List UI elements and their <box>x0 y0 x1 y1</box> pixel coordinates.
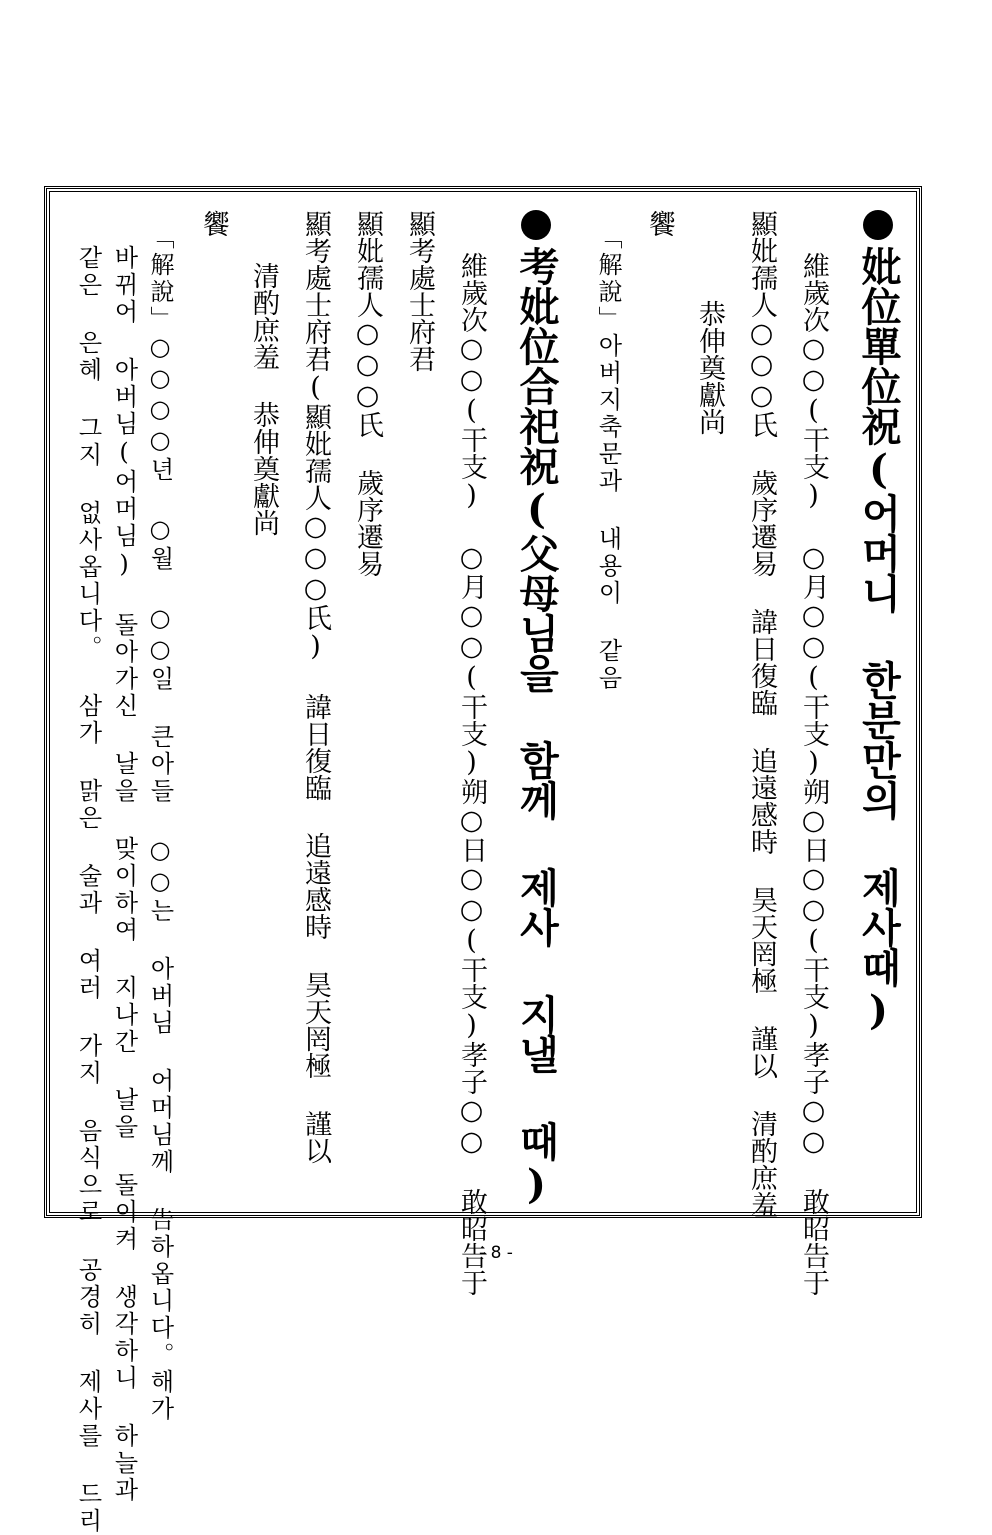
section2-explain1: 「解說」○○○○년 ○월 ○○일 큰아들 ○○는 아버님 어머님께 告하옵니다。해가 <box>146 225 174 1423</box>
section2-line5: 清酌庶羞 恭伸奠獻尚 <box>248 262 279 536</box>
section2-line4: 顯考處士府君(顯妣孺人○○○氏) 諱日復臨 追遠感時 昊天罔極 謹以 <box>300 210 331 1164</box>
section1-line3: 恭伸奠獻尚 <box>694 300 725 435</box>
section1-line1: 維歲次○○(干支) ○月○○(干支)朔○日○○(干支)孝子○○ 敢昭告于 <box>798 252 829 1296</box>
section1-line4: 饗 <box>644 210 675 237</box>
bullet-icon <box>863 210 893 240</box>
section2-line2: 顯考處士府君 <box>404 210 435 372</box>
section2-line1: 維歲次○○(干支) ○月○○(干支)朔○日○○(干支)孝子○○ 敢昭告于 <box>456 252 487 1296</box>
section1-line2: 顯妣孺人○○○氏 歲序遷易 諱日復臨 追遠感時 昊天罔極 謹以 清酌庶羞 <box>746 210 777 1218</box>
section1-note: 「解說」아버지축문과 내용이 같음 <box>594 225 622 692</box>
section1-title-text: 妣位單位祝(어머니 한분만의 제사때) <box>855 246 902 1034</box>
bullet-icon <box>521 210 551 240</box>
section2-line3: 顯妣孺人○○○氏 歲序遷易 <box>352 210 383 577</box>
section2-explain2: 바뀌어 아버님(어머님) 돌아가신 날을 맞이하여 지나간 날을 돌이켜 생각하니 하늘과 <box>110 245 138 1504</box>
section2-title <box>513 210 560 1208</box>
section2-line6: 饗 <box>198 210 229 237</box>
page-number: - 8 - <box>479 1243 513 1263</box>
section2-explain3: 같은 은혜 그지 없사옵니다。 삼가 맑은 술과 여러 가지 음식으로 공경히 제사를 드리 <box>74 245 102 1535</box>
section2-title-text: 考妣位合祀祝(父母님을 함께 제사 지낼 때) <box>513 246 560 1208</box>
section1-title <box>855 210 902 1034</box>
